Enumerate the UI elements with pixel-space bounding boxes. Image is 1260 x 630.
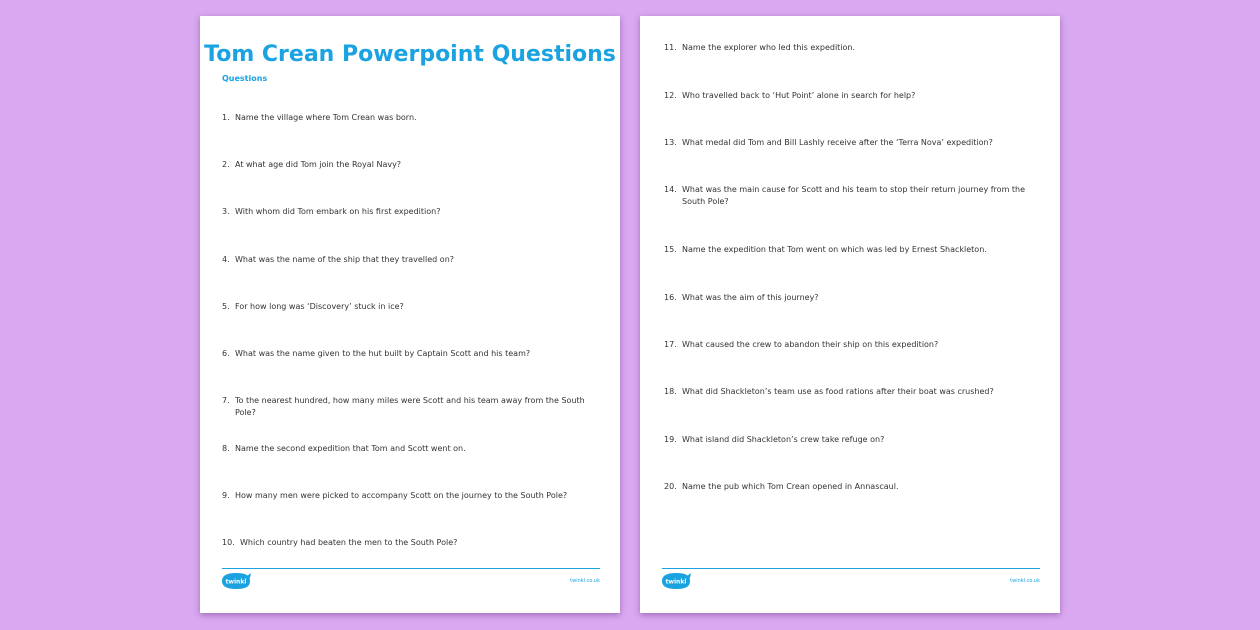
question-item bbox=[664, 386, 1046, 398]
question-number: 11. bbox=[664, 43, 677, 52]
question-item bbox=[664, 481, 1046, 493]
question-number: 14. bbox=[664, 185, 677, 194]
question-item bbox=[664, 137, 1046, 149]
question-text: What was the name given to the hut built by Captain Scott and his team? bbox=[235, 349, 531, 358]
question-number: 7. bbox=[222, 396, 230, 405]
twinkl-logo bbox=[660, 572, 692, 590]
question-number: 9. bbox=[222, 491, 230, 500]
question-number: 5. bbox=[222, 302, 230, 311]
question-item bbox=[222, 301, 602, 313]
question-text: Which country had beaten the men to the South Pole? bbox=[240, 538, 458, 547]
footer-url: twinkl.co.uk bbox=[1010, 578, 1040, 584]
question-number: 20. bbox=[664, 482, 677, 491]
question-item bbox=[222, 537, 602, 549]
footer-divider bbox=[222, 568, 600, 569]
question-text: Who travelled back to ‘Hut Point’ alone in search for help? bbox=[682, 91, 916, 100]
question-item bbox=[222, 395, 602, 419]
question-text: What did Shackleton’s team use as food rations after their boat was crushed? bbox=[682, 387, 994, 396]
question-item bbox=[664, 434, 1046, 446]
question-text: With whom did Tom embark on his first expedition? bbox=[235, 207, 441, 216]
question-text: Name the village where Tom Crean was born. bbox=[235, 113, 417, 122]
question-item bbox=[222, 112, 602, 124]
page-title: Tom Crean Powerpoint Questions bbox=[204, 42, 616, 67]
question-number: 3. bbox=[222, 207, 230, 216]
question-item bbox=[222, 159, 602, 171]
footer-url: twinkl.co.uk bbox=[570, 578, 600, 584]
footer-divider bbox=[662, 568, 1040, 569]
question-item bbox=[664, 244, 1046, 256]
twinkl-logo bbox=[220, 572, 252, 590]
question-text: What medal did Tom and Bill Lashly receive after the ‘Terra Nova’ expedition? bbox=[682, 138, 993, 147]
question-number: 2. bbox=[222, 160, 230, 169]
question-number: 15. bbox=[664, 245, 677, 254]
question-item bbox=[222, 443, 602, 455]
question-text: Name the expedition that Tom went on which was led by Ernest Shackleton. bbox=[682, 245, 987, 254]
question-text: What island did Shackleton’s crew take refuge on? bbox=[682, 435, 885, 444]
question-text: What was the aim of this journey? bbox=[682, 293, 819, 302]
question-number: 19. bbox=[664, 435, 677, 444]
question-item bbox=[222, 490, 602, 502]
worksheet-page-right bbox=[640, 16, 1060, 613]
question-number: 6. bbox=[222, 349, 230, 358]
logo-text: twinkl bbox=[665, 578, 687, 586]
question-item bbox=[664, 292, 1046, 304]
question-number: 4. bbox=[222, 255, 230, 264]
question-text: Name the pub which Tom Crean opened in Annascaul. bbox=[682, 482, 899, 491]
question-text: What caused the crew to abandon their ship on this expedition? bbox=[682, 340, 939, 349]
question-text: What was the main cause for Scott and his team to stop their return journey from the South Pole? bbox=[682, 185, 1026, 206]
question-number: 16. bbox=[664, 293, 677, 302]
question-text: To the nearest hundred, how many miles were Scott and his team away from the South Pole? bbox=[235, 396, 585, 417]
question-item bbox=[222, 254, 602, 266]
question-item bbox=[664, 90, 1046, 102]
question-text: Name the second expedition that Tom and Scott went on. bbox=[235, 444, 466, 453]
section-label: Questions bbox=[222, 74, 268, 83]
question-text: What was the name of the ship that they travelled on? bbox=[235, 255, 455, 264]
question-text: Name the explorer who led this expedition. bbox=[682, 43, 856, 52]
question-text: For how long was ‘Discovery’ stuck in ice? bbox=[235, 302, 404, 311]
question-number: 8. bbox=[222, 444, 230, 453]
question-item bbox=[664, 339, 1046, 351]
question-item bbox=[222, 206, 602, 218]
question-number: 12. bbox=[664, 91, 677, 100]
question-text: At what age did Tom join the Royal Navy? bbox=[235, 160, 402, 169]
question-number: 10. bbox=[222, 538, 235, 547]
question-number: 1. bbox=[222, 113, 230, 122]
question-item bbox=[222, 348, 602, 360]
worksheet-page-left bbox=[200, 16, 620, 613]
question-number: 18. bbox=[664, 387, 677, 396]
question-number: 17. bbox=[664, 340, 677, 349]
question-text: How many men were picked to accompany Scott on the journey to the South Pole? bbox=[235, 491, 568, 500]
question-number: 13. bbox=[664, 138, 677, 147]
question-item bbox=[664, 42, 1046, 54]
question-item bbox=[664, 184, 1046, 208]
logo-text: twinkl bbox=[225, 578, 247, 586]
